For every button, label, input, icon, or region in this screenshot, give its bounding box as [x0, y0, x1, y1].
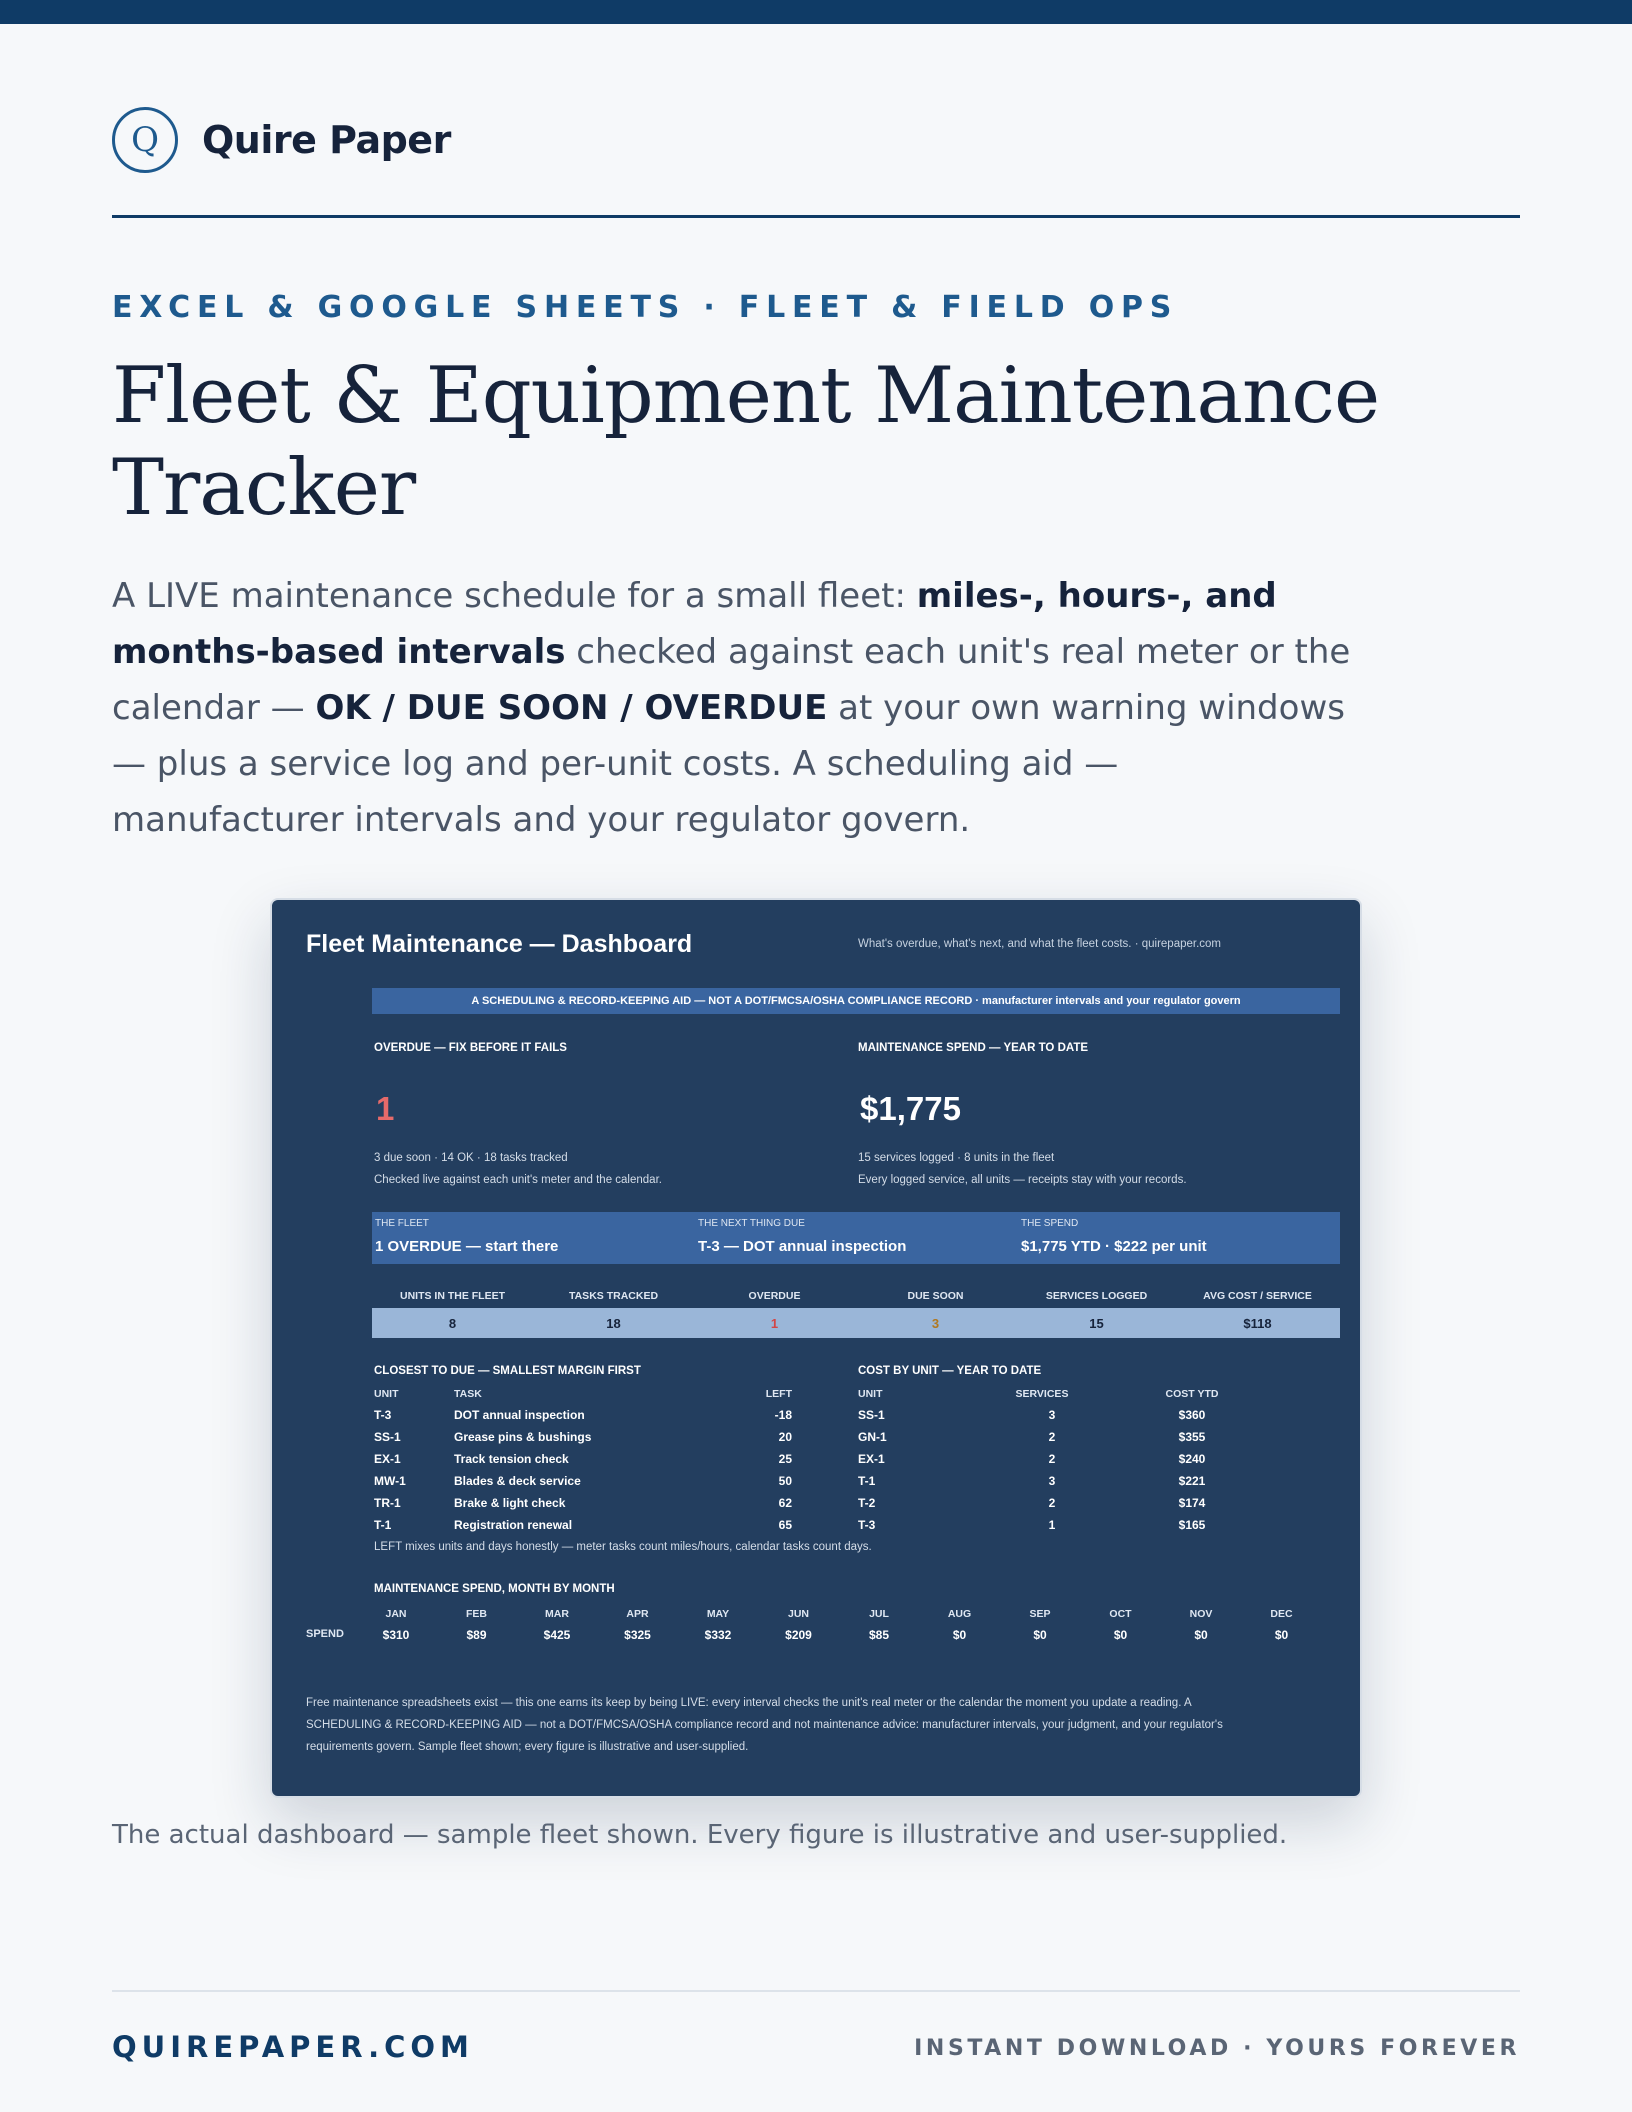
intro-bold-1: miles-, hours-, and months-based intervals: [112, 576, 1277, 672]
month-spend-value: $89: [466, 1628, 487, 1642]
cost-ytd: $240: [1178, 1452, 1206, 1466]
stats-value-row: [372, 1308, 1340, 1338]
stat-key-due-soon: DUE SOON: [907, 1290, 964, 1302]
strip-fleet-value: 1 OVERDUE — start there: [375, 1238, 559, 1255]
intro-bold-2: OK / DUE SOON / OVERDUE: [315, 688, 828, 728]
month-spend-value: $0: [1194, 1628, 1208, 1642]
cost-unit: GN-1: [858, 1430, 887, 1444]
strip-spend-value: $1,775 YTD · $222 per unit: [1021, 1238, 1207, 1255]
overdue-sub1: 3 due soon · 14 OK · 18 tasks tracked: [374, 1152, 568, 1164]
cost-unit: T-1: [858, 1474, 876, 1488]
closest-unit: T-1: [374, 1518, 392, 1532]
strip-fleet-key: THE FLEET: [375, 1218, 429, 1229]
intro-text-3: at your own warning windows — plus a service log and per-unit costs. A scheduling aid — manufacturer intervals and your regulator govern.: [112, 688, 1345, 840]
stat-key-tasks: TASKS TRACKED: [568, 1290, 659, 1302]
cost-ytd: $221: [1178, 1474, 1206, 1488]
closest-left: 25: [778, 1452, 792, 1466]
stat-services: 15: [1089, 1316, 1104, 1331]
closest-label: CLOSEST TO DUE — SMALLEST MARGIN FIRST: [374, 1365, 641, 1377]
month-spend-value: $85: [868, 1628, 890, 1642]
stat-overdue: 1: [770, 1316, 779, 1331]
cost-unit: EX-1: [858, 1452, 885, 1466]
stat-avg-cost: $118: [1243, 1316, 1272, 1331]
closest-task: Registration renewal: [454, 1518, 573, 1532]
closest-left: 50: [778, 1474, 792, 1488]
cost-services: 2: [1048, 1496, 1056, 1510]
month-spend-value: $332: [704, 1628, 732, 1642]
month-spend-value: $0: [952, 1628, 967, 1642]
month-header: JUL: [869, 1608, 889, 1620]
cost-unit: T-2: [858, 1496, 876, 1510]
overdue-count: 1: [376, 1090, 395, 1127]
brand[interactable]: [112, 104, 451, 176]
stat-tasks: 18: [606, 1316, 621, 1331]
cost-ytd: $165: [1178, 1518, 1206, 1532]
closest-head-unit: UNIT: [374, 1388, 399, 1400]
month-spend-value: $0: [1113, 1628, 1128, 1642]
month-header: JUN: [787, 1608, 809, 1620]
closest-head-task: TASK: [454, 1388, 482, 1400]
closest-unit: MW-1: [374, 1474, 406, 1488]
month-spend-value: $325: [624, 1628, 651, 1642]
cost-head-services: SERVICES: [1015, 1388, 1069, 1400]
month-header: FEB: [466, 1608, 487, 1620]
intro-paragraph: [112, 568, 1352, 848]
closest-note: LEFT mixes units and days honestly — meter tasks count miles/hours, calendar tasks count days.: [374, 1541, 872, 1553]
month-header: SEP: [1029, 1608, 1051, 1620]
spend-sub2: Every logged service, all units — receipts stay with your records.: [858, 1174, 1187, 1186]
month-header: NOV: [1189, 1608, 1213, 1620]
cost-ytd: $174: [1178, 1496, 1206, 1510]
month-header: JAN: [385, 1608, 407, 1620]
top-accent-bar: [0, 0, 1632, 24]
stat-key-overdue: OVERDUE: [748, 1290, 801, 1302]
closest-left: -18: [774, 1408, 792, 1422]
disclaimer-banner: A SCHEDULING & RECORD-KEEPING AID — NOT A DOT/FMCSA/OSHA COMPLIANCE RECORD · manufacturer intervals and your regulator govern: [372, 988, 1340, 1014]
page-title: Fleet & Equipment Maintenance Tracker: [112, 351, 1380, 533]
month-spend-value: $0: [1033, 1628, 1047, 1642]
dashboard-title: Fleet Maintenance — Dashboard: [306, 930, 693, 958]
closest-unit: EX-1: [374, 1452, 401, 1466]
closest-task: Track tension check: [454, 1452, 569, 1466]
closest-unit: TR-1: [374, 1496, 401, 1510]
monthly-row-label: SPEND: [306, 1628, 344, 1640]
spend-total: $1,775: [860, 1090, 961, 1127]
stat-due-soon: 3: [931, 1316, 940, 1331]
strip-spend-key: THE SPEND: [1021, 1218, 1079, 1229]
closest-head-left: LEFT: [765, 1388, 792, 1400]
stat-key-units: UNITS IN THE FLEET: [400, 1290, 505, 1302]
closest-left: 20: [778, 1430, 792, 1444]
footer-site-link[interactable]: QUIREPAPER.COM: [112, 2030, 474, 2064]
spend-label: MAINTENANCE SPEND — YEAR TO DATE: [858, 1042, 1089, 1054]
month-header: MAR: [545, 1608, 569, 1620]
stat-key-services: SERVICES LOGGED: [1045, 1290, 1148, 1302]
summary-strip: [372, 1212, 1340, 1264]
cost-unit: T-3: [858, 1518, 876, 1532]
cost-services: 2: [1048, 1452, 1056, 1466]
month-spend-value: $209: [785, 1628, 812, 1642]
header-divider: [112, 215, 1520, 218]
closest-unit: T-3: [374, 1408, 392, 1422]
category-kicker: EXCEL & GOOGLE SHEETS · FLEET & FIELD OPS: [112, 290, 1179, 325]
screenshot-caption: The actual dashboard — sample fleet shown. Every figure is illustrative and user-supplied.: [112, 1820, 1288, 1850]
stats-header-row: [372, 1290, 1340, 1306]
cost-head-cost: COST YTD: [1165, 1388, 1219, 1400]
stat-key-avg-cost: AVG COST / SERVICE: [1203, 1290, 1312, 1302]
intro-text-2: checked against each unit's real meter or the calendar —: [112, 632, 1351, 728]
dashboard-footnote: Free maintenance spreadsheets exist — this one earns its keep by being LIVE: every interval checks the unit's real meter or the calendar the moment you update a reading. A SCHEDULING & RECORD-KEEPING AID — not a DOT/FMCSA/OSHA compliance record and not maintenance advice: manufacturer intervals, your judgment, and your regulator's requirements govern. Sample fleet shown; every figure is illustrative and user-supplied.: [306, 1697, 1223, 1753]
cost-label: COST BY UNIT — YEAR TO DATE: [858, 1365, 1042, 1377]
footer-tagline: INSTANT DOWNLOAD · YOURS FOREVER: [914, 2036, 1520, 2061]
stat-units: 8: [448, 1316, 457, 1331]
spend-sub1: 15 services logged · 8 units in the fleet: [858, 1152, 1055, 1164]
month-header: DEC: [1270, 1608, 1293, 1620]
cost-head-unit: UNIT: [858, 1388, 883, 1400]
month-header: APR: [626, 1608, 649, 1620]
intro-text-1: A LIVE maintenance schedule for a small fleet:: [112, 576, 917, 616]
closest-task: Blades & deck service: [454, 1474, 581, 1488]
strip-next-value: T-3 — DOT annual inspection: [698, 1238, 907, 1255]
footer-divider: [112, 1990, 1520, 1992]
overdue-sub2: Checked live against each unit's meter and the calendar.: [374, 1174, 662, 1186]
month-header: MAY: [706, 1608, 730, 1620]
month-spend-value: $310: [382, 1628, 410, 1642]
month-spend-value: $425: [543, 1628, 571, 1642]
cost-services: 2: [1048, 1430, 1056, 1444]
cost-services: 1: [1048, 1518, 1056, 1532]
closest-unit: SS-1: [374, 1430, 401, 1444]
cost-ytd: $360: [1178, 1408, 1206, 1422]
cost-ytd: $355: [1178, 1430, 1206, 1444]
overdue-label: OVERDUE — FIX BEFORE IT FAILS: [374, 1042, 567, 1054]
closest-left: 65: [778, 1518, 792, 1532]
dashboard-tagline: What's overdue, what's next, and what the fleet costs. · quirepaper.com: [858, 938, 1221, 950]
brand-name: Quire Paper: [202, 118, 451, 162]
cost-unit: SS-1: [858, 1408, 885, 1422]
logo-q-icon: Q: [112, 107, 178, 173]
month-header: AUG: [947, 1608, 972, 1620]
month-spend-value: $0: [1274, 1628, 1289, 1642]
closest-task: DOT annual inspection: [454, 1408, 585, 1422]
monthly-label: MAINTENANCE SPEND, MONTH BY MONTH: [374, 1583, 615, 1595]
dashboard-screenshot: [270, 898, 1362, 1798]
closest-task: Brake & light check: [454, 1496, 566, 1510]
closest-task: Grease pins & bushings: [454, 1430, 592, 1444]
month-header: OCT: [1109, 1608, 1132, 1620]
cost-services: 3: [1048, 1408, 1056, 1422]
strip-next-key: THE NEXT THING DUE: [698, 1218, 805, 1229]
closest-left: 62: [778, 1496, 792, 1510]
cost-services: 3: [1048, 1474, 1056, 1488]
